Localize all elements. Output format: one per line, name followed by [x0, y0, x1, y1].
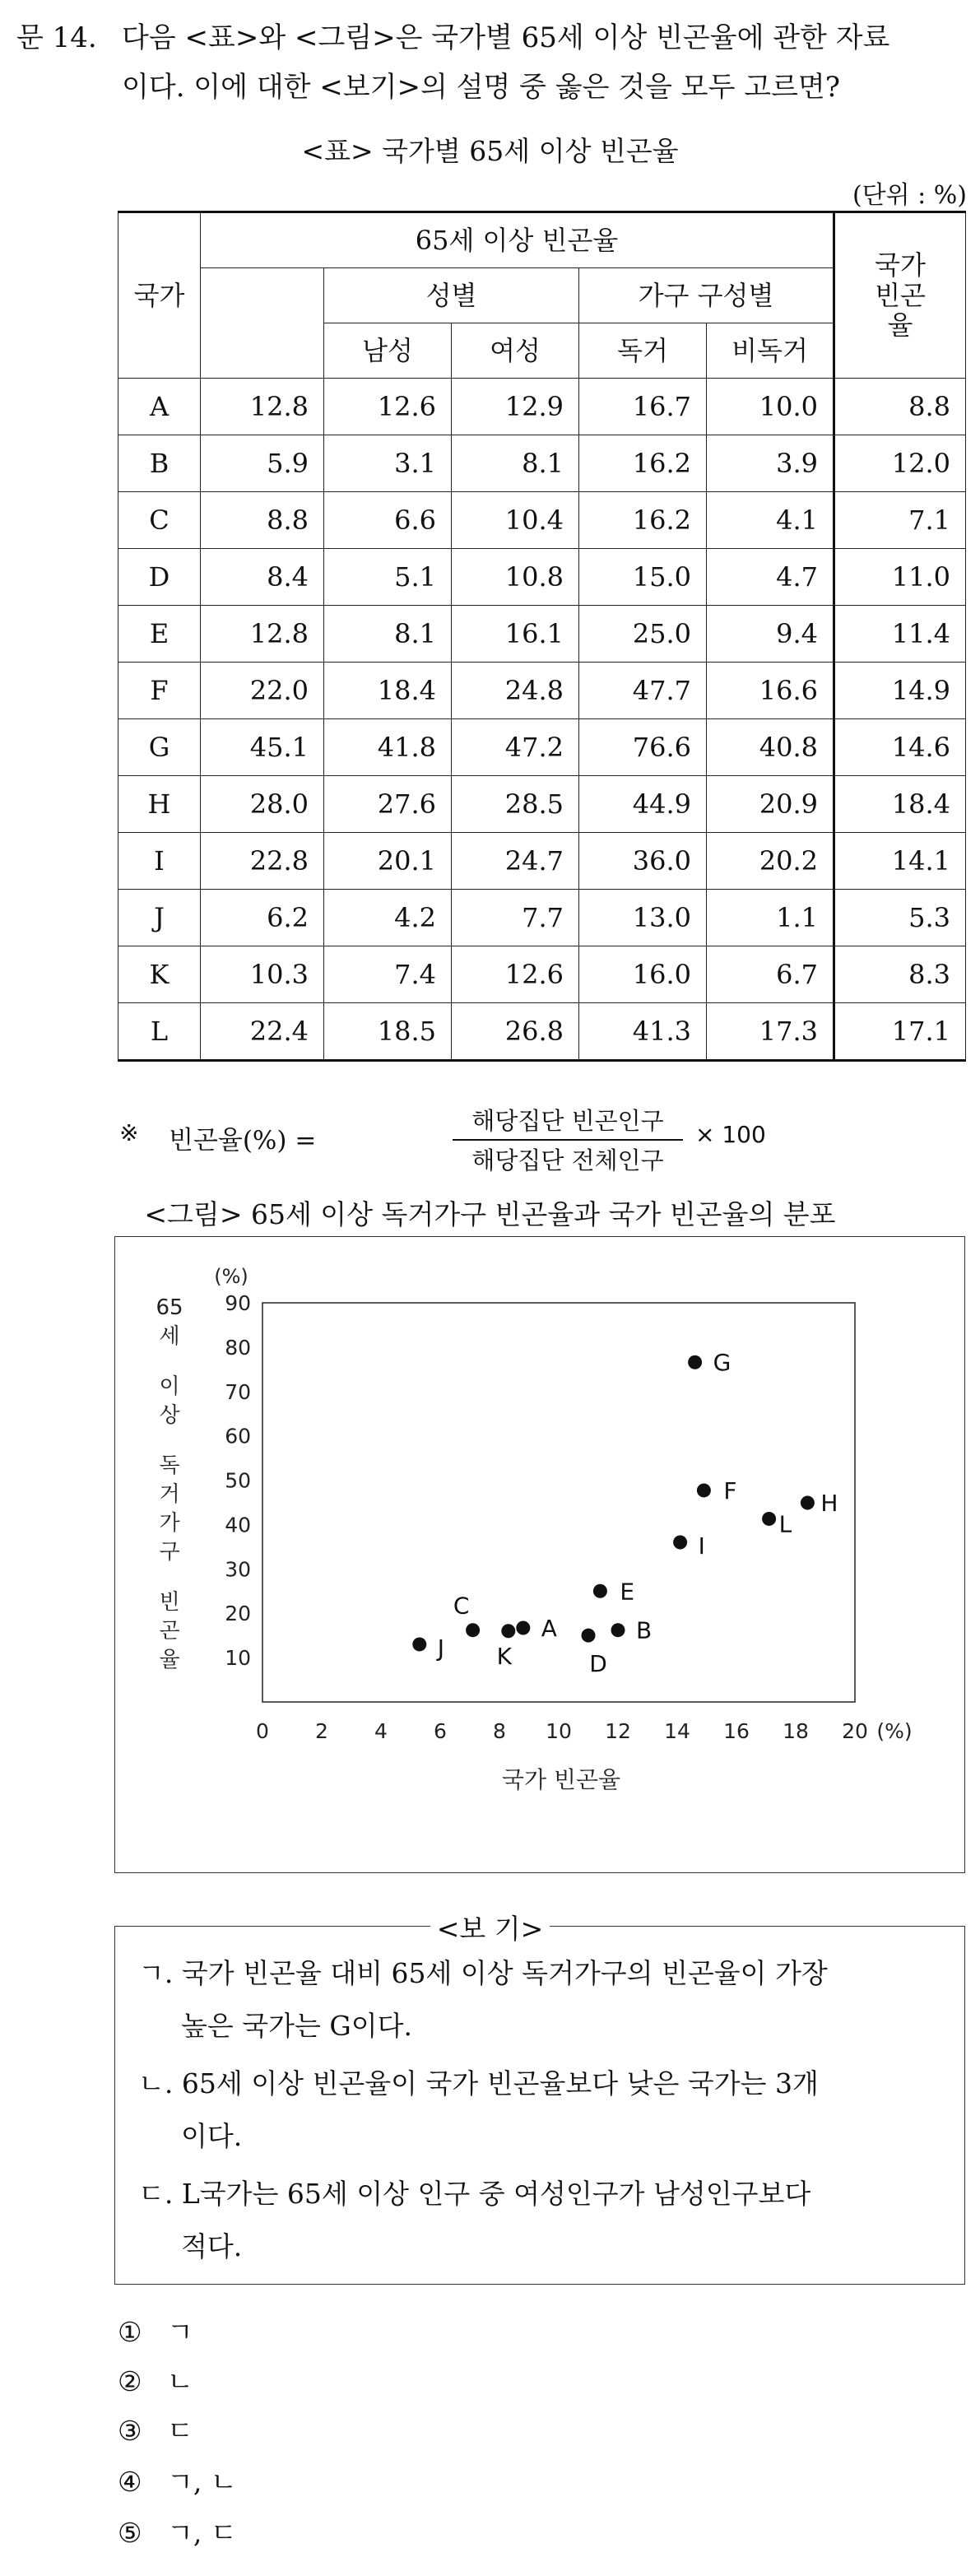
choice-4-number: ④ [118, 2466, 142, 2498]
table-body [118, 379, 966, 1061]
cell-female: 47.2 [452, 719, 579, 776]
y-tick-label: 40 [225, 1513, 251, 1537]
point-L [762, 1512, 776, 1526]
cell-total: 22.4 [201, 1003, 324, 1061]
formula-fraction [453, 1103, 683, 1176]
table-row [118, 663, 966, 719]
cell-male: 18.5 [324, 1003, 452, 1061]
table-row [118, 890, 966, 946]
cell-country: A [118, 379, 201, 435]
x-tick-label: 8 [493, 1719, 506, 1743]
y-axis-label-char: 가 [159, 1511, 180, 1536]
cell-male: 6.6 [324, 492, 452, 549]
bogi-title-text: <보 기> [430, 1913, 550, 1945]
y-axis-label-char: 빈 [159, 1590, 180, 1615]
point-label-A: A [541, 1615, 557, 1643]
choice-3-number: ③ [118, 2415, 142, 2447]
table-row [118, 549, 966, 606]
x-tick-label: 16 [723, 1719, 750, 1743]
formula-numerator: 해당집단 빈곤인구 [453, 1103, 683, 1141]
cell-national: 17.1 [834, 1003, 966, 1061]
bogi-item-3-line1 [138, 2173, 810, 2211]
cell-country: E [118, 606, 201, 663]
y-tick-label: 30 [225, 1557, 251, 1582]
cell-alone: 25.0 [579, 606, 707, 663]
choice-2-text: ㄴ [167, 2365, 193, 2397]
cell-male: 3.1 [324, 435, 452, 492]
bogi-item-2-line2: 이다. [181, 2120, 243, 2152]
x-axis-label: 국가 빈곤율 [501, 1766, 621, 1793]
choice-1-text: ㄱ [167, 2316, 193, 2348]
bogi-item-1-line1 [138, 1952, 828, 1991]
point-I [673, 1536, 687, 1550]
bogi-item-1-line2: 높은 국가는 G이다. [181, 2010, 412, 2042]
x-tick-label: 2 [315, 1719, 328, 1743]
cell-alone: 36.0 [579, 833, 707, 890]
cell-female: 10.8 [452, 549, 579, 606]
cell-total: 6.2 [201, 890, 324, 946]
question-text-line2: 이다. 이에 대한 <보기>의 설명 중 옳은 것을 모두 고르면? [122, 71, 841, 104]
cell-male: 8.1 [324, 606, 452, 663]
cell-alone: 16.2 [579, 435, 707, 492]
x-tick-label: 14 [664, 1719, 690, 1743]
bogi-item-3-text1: L국가는 65세 이상 인구 중 여성인구가 남성인구보다 [181, 2178, 811, 2210]
point-F [697, 1483, 711, 1497]
y-axis-label-char: 상 [159, 1403, 180, 1428]
bogi-item-2-text1: 65세 이상 빈곤율이 국가 빈곤율보다 낮은 국가는 3개 [181, 2067, 819, 2099]
cell-alone: 76.6 [579, 719, 707, 776]
point-label-K: K [496, 1642, 512, 1670]
choice-3-text: ㄷ [167, 2415, 193, 2447]
point-label-D: D [589, 1650, 607, 1678]
cell-national: 8.8 [834, 379, 966, 435]
y-tick-label: 10 [225, 1646, 251, 1671]
header-by-gender: 성별 [324, 268, 579, 323]
cell-not-alone: 20.2 [707, 833, 834, 890]
cell-national: 11.0 [834, 549, 966, 606]
x-tick-label: 12 [605, 1719, 631, 1743]
cell-total: 22.0 [201, 663, 324, 719]
cell-male: 4.2 [324, 890, 452, 946]
table-row [118, 1003, 966, 1061]
table-row [118, 946, 966, 1003]
cell-country: J [118, 890, 201, 946]
bogi-item-1-text1: 국가 빈곤율 대비 65세 이상 독거가구의 빈곤율이 가장 [181, 1957, 828, 1989]
table-title: <표> 국가별 65세 이상 빈곤율 [301, 135, 679, 167]
cell-alone: 15.0 [579, 549, 707, 606]
cell-female: 12.6 [452, 946, 579, 1003]
choice-1[interactable] [118, 2311, 193, 2350]
cell-male: 5.1 [324, 549, 452, 606]
table-row [118, 776, 966, 833]
point-J [412, 1637, 426, 1651]
question-text-line1: 다음 <표>와 <그림>은 국가별 65세 이상 빈곤율에 관한 자료 [122, 21, 890, 54]
y-axis-label-char: 독 [159, 1453, 180, 1478]
table-unit: (단위 : %) [852, 181, 967, 210]
bogi-title [0, 1908, 980, 1946]
table-row [118, 435, 966, 492]
choice-4-text: ㄱ, ㄴ [167, 2466, 237, 2498]
point-label-C: C [453, 1592, 470, 1620]
y-tick-label: 90 [225, 1291, 251, 1315]
bogi-item-1-marker: ㄱ. [138, 1957, 174, 1989]
cell-female: 7.7 [452, 890, 579, 946]
cell-not-alone: 9.4 [707, 606, 834, 663]
point-E [593, 1584, 607, 1598]
cell-not-alone: 4.7 [707, 549, 834, 606]
y-axis-label-char: 이 [159, 1374, 180, 1399]
choice-2-number: ② [118, 2365, 142, 2397]
point-label-G: G [713, 1349, 732, 1377]
figure-title: <그림> 65세 이상 독거가구 빈곤율과 국가 빈곤율의 분포 [144, 1198, 836, 1230]
cell-not-alone: 16.6 [707, 663, 834, 719]
note-mark: ※ [119, 1119, 139, 1146]
cell-male: 41.8 [324, 719, 452, 776]
header-blank [201, 268, 324, 379]
choice-3[interactable] [118, 2410, 193, 2448]
x-tick-label: 18 [783, 1719, 809, 1743]
cell-not-alone: 20.9 [707, 776, 834, 833]
header-national-poverty-text: 국가 빈곤율 [875, 249, 926, 342]
y-axis-label-char: 구 [159, 1540, 180, 1565]
choice-4[interactable] [118, 2461, 237, 2499]
y-axis-label-char: 율 [159, 1648, 180, 1672]
cell-alone: 41.3 [579, 1003, 707, 1061]
point-label-L: L [778, 1510, 792, 1538]
table-row [118, 833, 966, 890]
y-tick-label: 20 [225, 1602, 251, 1626]
cell-female: 24.7 [452, 833, 579, 890]
cell-country: F [118, 663, 201, 719]
cell-country: D [118, 549, 201, 606]
point-label-B: B [636, 1616, 653, 1644]
formula-multiplier: × 100 [695, 1121, 766, 1148]
choice-5[interactable] [118, 2512, 237, 2550]
formula-denominator: 해당집단 전체인구 [471, 1146, 664, 1174]
cell-alone: 44.9 [579, 776, 707, 833]
table-row [118, 719, 966, 776]
y-tick-label: 50 [225, 1468, 251, 1493]
point-G [688, 1355, 702, 1369]
x-tick-label: 4 [374, 1719, 388, 1743]
point-B [611, 1623, 625, 1637]
cell-male: 27.6 [324, 776, 452, 833]
header-not-alone: 비독거 [707, 323, 834, 379]
cell-alone: 16.2 [579, 492, 707, 549]
choice-5-text: ㄱ, ㄷ [167, 2517, 237, 2549]
cell-national: 11.4 [834, 606, 966, 663]
table-row [118, 379, 966, 435]
x-axis-unit: (%) [876, 1719, 913, 1743]
cell-alone: 47.7 [579, 663, 707, 719]
cell-not-alone: 1.1 [707, 890, 834, 946]
x-tick-label: 10 [546, 1719, 572, 1743]
cell-national: 14.9 [834, 663, 966, 719]
x-tick-label: 0 [256, 1719, 269, 1743]
poverty-table [118, 211, 966, 1062]
x-tick-label: 20 [842, 1719, 868, 1743]
y-axis-label-char: 거 [159, 1482, 180, 1507]
point-label-H: H [820, 1490, 838, 1518]
point-A [516, 1621, 530, 1635]
cell-national: 5.3 [834, 890, 966, 946]
cell-female: 10.4 [452, 492, 579, 549]
cell-country: L [118, 1003, 201, 1061]
bogi-item-2-line1 [138, 2062, 819, 2101]
header-national-poverty [834, 212, 966, 379]
cell-total: 22.8 [201, 833, 324, 890]
header-elderly-poverty: 65세 이상 빈곤율 [201, 212, 834, 268]
cell-country: H [118, 776, 201, 833]
header-female: 여성 [452, 323, 579, 379]
question-number: 문 14. [16, 21, 97, 54]
point-C [466, 1623, 480, 1637]
scatter-figure [114, 1236, 965, 1873]
cell-country: B [118, 435, 201, 492]
cell-country: G [118, 719, 201, 776]
y-axis-label-char: 세 [159, 1324, 180, 1349]
cell-female: 24.8 [452, 663, 579, 719]
cell-total: 8.8 [201, 492, 324, 549]
cell-male: 18.4 [324, 663, 452, 719]
cell-not-alone: 10.0 [707, 379, 834, 435]
cell-not-alone: 3.9 [707, 435, 834, 492]
cell-female: 28.5 [452, 776, 579, 833]
plot-frame [262, 1303, 855, 1702]
table-row [118, 606, 966, 663]
table-row [118, 492, 966, 549]
point-H [801, 1496, 815, 1510]
cell-alone: 16.0 [579, 946, 707, 1003]
cell-male: 12.6 [324, 379, 452, 435]
cell-total: 28.0 [201, 776, 324, 833]
cell-not-alone: 17.3 [707, 1003, 834, 1061]
point-label-J: J [437, 1634, 445, 1662]
cell-national: 14.1 [834, 833, 966, 890]
scatter-chart [115, 1237, 966, 1874]
point-label-I: I [698, 1532, 705, 1560]
point-D [582, 1629, 596, 1643]
x-tick-label: 6 [434, 1719, 447, 1743]
y-axis-label-char: 곤 [159, 1619, 180, 1644]
header-male: 남성 [324, 323, 452, 379]
cell-national: 12.0 [834, 435, 966, 492]
cell-total: 10.3 [201, 946, 324, 1003]
cell-female: 8.1 [452, 435, 579, 492]
cell-not-alone: 4.1 [707, 492, 834, 549]
cell-country: K [118, 946, 201, 1003]
cell-female: 12.9 [452, 379, 579, 435]
cell-not-alone: 6.7 [707, 946, 834, 1003]
choice-2[interactable] [118, 2360, 193, 2399]
poverty-formula [119, 1103, 860, 1174]
point-label-F: F [723, 1476, 737, 1504]
cell-total: 8.4 [201, 549, 324, 606]
cell-male: 20.1 [324, 833, 452, 890]
cell-total: 12.8 [201, 379, 324, 435]
point-label-E: E [620, 1578, 635, 1606]
cell-country: C [118, 492, 201, 549]
cell-alone: 16.7 [579, 379, 707, 435]
cell-female: 16.1 [452, 606, 579, 663]
formula-lhs: 빈곤율(%) = [169, 1126, 317, 1155]
cell-national: 7.1 [834, 492, 966, 549]
cell-national: 8.3 [834, 946, 966, 1003]
bogi-item-3-marker: ㄷ. [138, 2178, 174, 2210]
cell-national: 14.6 [834, 719, 966, 776]
point-K [501, 1624, 515, 1638]
cell-total: 45.1 [201, 719, 324, 776]
header-by-household: 가구 구성별 [579, 268, 834, 323]
cell-alone: 13.0 [579, 890, 707, 946]
header-country: 국가 [118, 212, 201, 379]
cell-total: 12.8 [201, 606, 324, 663]
y-tick-label: 60 [225, 1424, 251, 1448]
y-axis-label-char: 65 [156, 1295, 183, 1320]
bogi-item-3-line2: 적다. [181, 2230, 243, 2262]
bogi-item-2-marker: ㄴ. [138, 2067, 174, 2099]
choice-5-number: ⑤ [118, 2517, 142, 2549]
y-tick-label: 80 [225, 1335, 251, 1360]
choice-1-number: ① [118, 2316, 142, 2348]
cell-national: 18.4 [834, 776, 966, 833]
y-tick-label: 70 [225, 1379, 251, 1404]
y-axis-unit: (%) [214, 1265, 248, 1288]
cell-total: 5.9 [201, 435, 324, 492]
header-alone: 독거 [579, 323, 707, 379]
cell-male: 7.4 [324, 946, 452, 1003]
cell-not-alone: 40.8 [707, 719, 834, 776]
cell-female: 26.8 [452, 1003, 579, 1061]
cell-country: I [118, 833, 201, 890]
